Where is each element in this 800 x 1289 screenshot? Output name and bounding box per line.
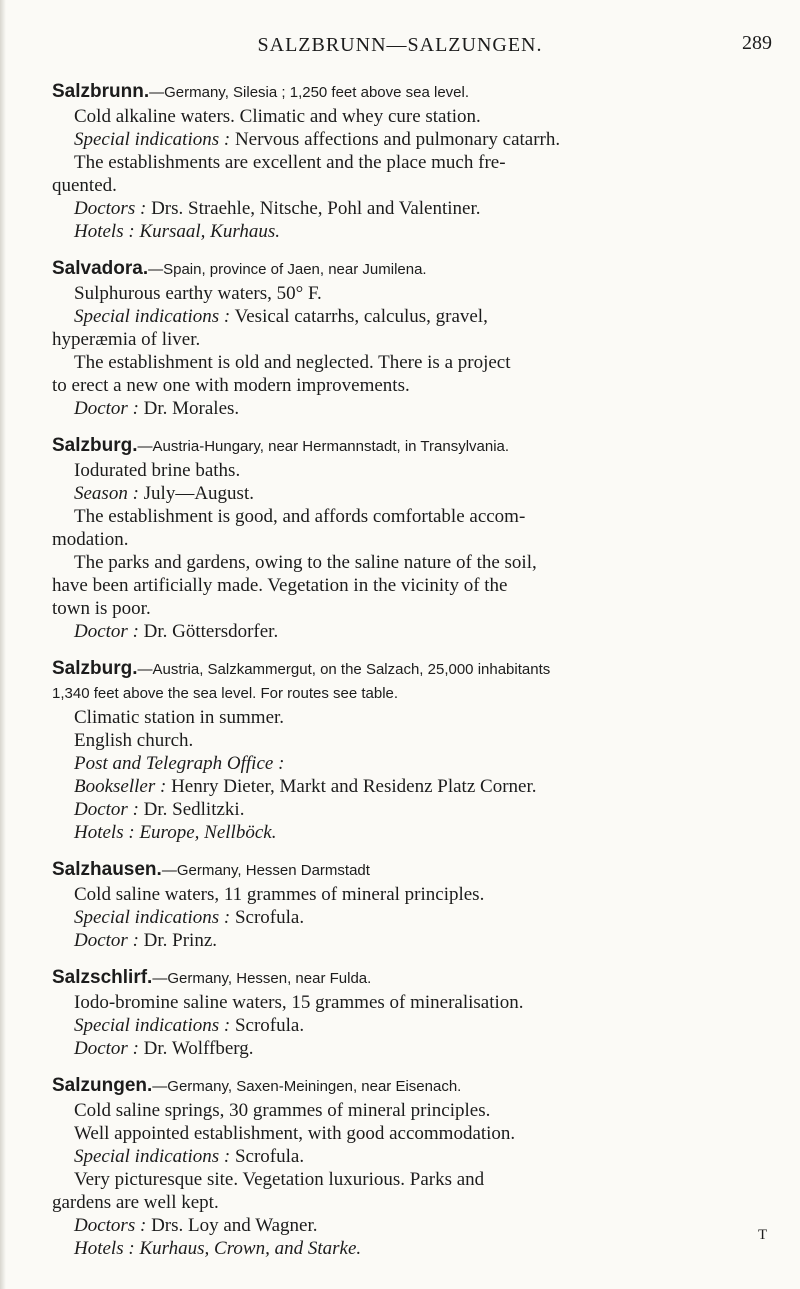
gazetteer-entry <box>52 434 760 643</box>
entry-line-text: The establishments are excellent and the place much fre- <box>74 152 506 173</box>
entry-line <box>52 151 760 174</box>
entry-location: —Spain, province of Jaen, near Jumilena. <box>148 261 427 278</box>
entry-heading <box>52 257 760 282</box>
entry-line-label: Season : <box>74 483 139 504</box>
gazetteer-entry <box>52 80 760 243</box>
entry-line-text: to erect a new one with modern improvements. <box>52 375 410 396</box>
entry-line <box>52 1037 760 1060</box>
entry-line <box>52 1214 760 1237</box>
entry-line <box>52 505 760 528</box>
entry-line-text: quented. <box>52 175 117 196</box>
entry-line-text: Europe, Nellböck. <box>139 822 277 843</box>
entry-line-label: Special indications : <box>74 1146 231 1167</box>
entry-headword: Salzungen. <box>52 1075 153 1096</box>
entry-line <box>52 351 760 374</box>
entry-line <box>52 282 760 305</box>
entry-line <box>52 883 760 906</box>
entry-line-text: gardens are well kept. <box>52 1192 219 1213</box>
entry-line <box>52 821 760 844</box>
entry-line <box>52 1099 760 1122</box>
entry-line-text: Cold alkaline waters. Climatic and whey cure station. <box>74 106 481 127</box>
entry-line-text: Henry Dieter, Markt and Residenz Platz Corner. <box>171 776 537 797</box>
entry-heading <box>52 858 760 883</box>
entry-location: —Germany, Hessen Darmstadt <box>161 862 370 879</box>
entry-line-text: Dr. Prinz. <box>143 930 218 951</box>
entry-line-text: hyperæmia of liver. <box>52 329 201 350</box>
entry-line <box>52 482 760 505</box>
entry-line <box>52 620 760 643</box>
entry-line <box>52 798 760 821</box>
entry-line-text: July—August. <box>143 483 254 504</box>
entry-headword: Salzburg. <box>52 658 138 679</box>
entry-line-label: Bookseller : <box>74 776 167 797</box>
entry-line <box>52 1191 760 1214</box>
entry-line <box>52 128 760 151</box>
entry-line-text: Iodurated brine baths. <box>74 460 241 481</box>
entry-line-label: Doctor : <box>74 1038 139 1059</box>
entry-line-label: Doctor : <box>74 398 139 419</box>
entry-line-text: Climatic station in summer. <box>74 707 285 728</box>
entry-line <box>52 574 760 597</box>
entry-line-label: Doctors : <box>74 198 147 219</box>
entry-line <box>52 729 760 752</box>
entry-line-text: English church. <box>74 730 194 751</box>
page-number: 289 <box>742 32 772 54</box>
entry-line-label: Special indications : <box>74 1015 231 1036</box>
entry-line-text: have been artificially made. Vegetation in the vicinity of the <box>52 575 508 596</box>
gazetteer-entry <box>52 1074 760 1260</box>
entry-line-label: Post and Telegraph Office : <box>74 753 285 774</box>
entry-line-text: Dr. Wolffberg. <box>143 1038 254 1059</box>
entry-line <box>52 991 760 1014</box>
entry-line-label: Hotels : <box>74 221 135 242</box>
entry-line <box>52 906 760 929</box>
entry-line-text: Vesical catarrhs, calculus, gravel, <box>234 306 488 327</box>
entry-location: —Austria-Hungary, near Hermannstadt, in Transylvania. <box>137 438 510 455</box>
entry-location: —Germany, Hessen, near Fulda. <box>152 970 372 987</box>
entry-line <box>52 1145 760 1168</box>
entry-line-text: Kursaal, Kurhaus. <box>139 221 281 242</box>
entry-line-text: town is poor. <box>52 598 151 619</box>
entry-location: —Germany, Saxen-Meiningen, near Eisenach. <box>152 1078 462 1095</box>
running-head: SALZBRUNN—SALZUNGEN. <box>257 34 543 56</box>
entry-line <box>52 197 760 220</box>
entry-line-text: Cold saline springs, 30 grammes of mineral principles. <box>74 1100 491 1121</box>
entry-line <box>52 459 760 482</box>
entry-headword: Salzburg. <box>52 435 138 456</box>
entry-heading <box>52 966 760 991</box>
entry-line-label: Doctor : <box>74 621 139 642</box>
entry-line <box>52 929 760 952</box>
entry-line-text: Well appointed establishment, with good accommodation. <box>74 1123 516 1144</box>
gazetteer-entry <box>52 657 760 844</box>
entry-headword: Salzbrunn. <box>52 81 150 102</box>
entry-line-text: Scrofula. <box>234 907 305 928</box>
entry-line-text: Dr. Morales. <box>143 398 240 419</box>
entry-heading <box>52 657 760 682</box>
entry-line <box>52 220 760 243</box>
entry-line <box>52 1122 760 1145</box>
gazetteer-entry <box>52 858 760 952</box>
entry-line <box>52 597 760 620</box>
entry-line-label: Special indications : <box>74 306 231 327</box>
entry-line-text: Iodo-bromine saline waters, 15 grammes of mineralisation. <box>74 992 524 1013</box>
entry-line-text: Scrofula. <box>234 1015 305 1036</box>
gazetteer-entry <box>52 966 760 1060</box>
entry-line-text: Cold saline waters, 11 grammes of mineral principles. <box>74 884 485 905</box>
entry-line <box>52 105 760 128</box>
entry-line <box>52 551 760 574</box>
entry-line <box>52 328 760 351</box>
entry-line <box>52 397 760 420</box>
entry-location: —Austria, Salzkammergut, on the Salzach, 25,000 inhabitants <box>137 661 551 678</box>
entry-line-text: The parks and gardens, owing to the saline nature of the soil, <box>74 552 537 573</box>
entry-line-text: Dr. Sedlitzki. <box>143 799 245 820</box>
entry-line <box>52 1168 760 1191</box>
entry-line <box>52 1237 760 1260</box>
entry-line <box>52 775 760 798</box>
entry-line-label: Doctors : <box>74 1215 147 1236</box>
entry-line <box>52 305 760 328</box>
entry-line <box>52 706 760 729</box>
entry-headword: Salzhausen. <box>52 859 162 880</box>
entries-list <box>52 80 760 1274</box>
entry-location: —Germany, Silesia ; 1,250 feet above sea level. <box>149 84 470 101</box>
entry-line-label: Doctor : <box>74 799 139 820</box>
entry-line-label: Hotels : <box>74 822 135 843</box>
entry-line-label: Special indications : <box>74 129 231 150</box>
entry-heading <box>52 80 760 105</box>
signature-mark: T <box>758 1227 768 1243</box>
entry-location-continued: 1,340 feet above the sea level. For routes see table. <box>52 685 399 702</box>
entry-line-text: Drs. Loy and Wagner. <box>151 1215 318 1236</box>
entry-headword: Salzschlirf. <box>52 967 153 988</box>
entry-line-label: Hotels : <box>74 1238 135 1259</box>
entry-heading <box>52 1074 760 1099</box>
entry-line <box>52 528 760 551</box>
entry-line-text: modation. <box>52 529 129 550</box>
entry-line-text: Dr. Göttersdorfer. <box>143 621 279 642</box>
entry-line-text: Very picturesque site. Vegetation luxurious. Parks and <box>74 1169 485 1190</box>
entry-line-text: Scrofula. <box>234 1146 305 1167</box>
entry-line <box>52 752 760 775</box>
entry-line-label: Doctor : <box>74 930 139 951</box>
entry-heading <box>52 434 760 459</box>
entry-line <box>52 374 760 397</box>
entry-line-label: Special indications : <box>74 907 231 928</box>
entry-line-text: The establishment is good, and affords comfortable accom- <box>74 506 526 527</box>
entry-line-text: Nervous affections and pulmonary catarrh. <box>234 129 561 150</box>
entry-line <box>52 174 760 197</box>
page-edge-shadow <box>0 0 6 1289</box>
entry-line-text: The establishment is old and neglected. There is a project <box>74 352 511 373</box>
entry-line <box>52 1014 760 1037</box>
entry-line-text: Drs. Straehle, Nitsche, Pohl and Valentiner. <box>151 198 481 219</box>
entry-headword: Salvadora. <box>52 258 149 279</box>
gazetteer-entry <box>52 257 760 420</box>
entry-line-text: Kurhaus, Crown, and Starke. <box>139 1238 362 1259</box>
entry-line-text: Sulphurous earthy waters, 50° F. <box>74 283 322 304</box>
